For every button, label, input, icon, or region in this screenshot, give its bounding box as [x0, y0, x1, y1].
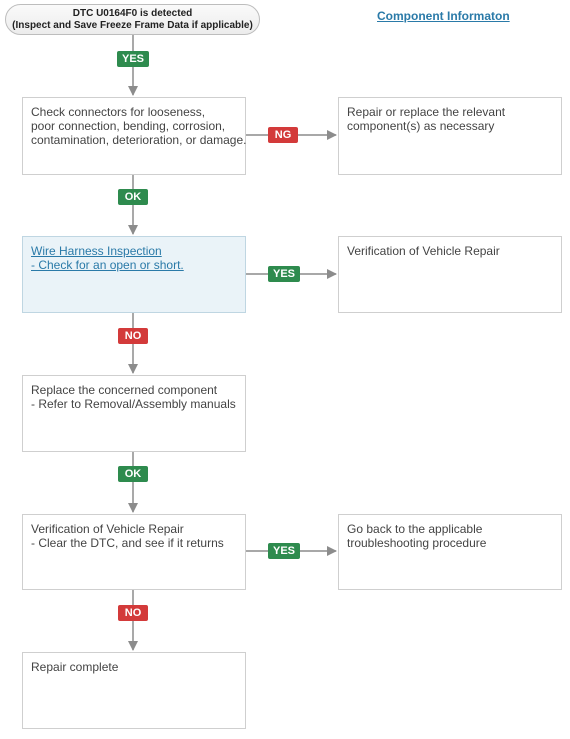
step-text: troubleshooting procedure — [347, 536, 487, 550]
badge-yes-harness: YES — [268, 266, 300, 282]
start-line-2: (Inspect and Save Freeze Frame Data if applicable) — [12, 20, 253, 31]
step-check-connectors — [22, 97, 246, 175]
step-text: Verification of Vehicle Repair — [31, 522, 184, 536]
badge-yes-start: YES — [117, 51, 149, 67]
wire-harness-check-link[interactable]: - Check for an open or short. — [31, 258, 184, 272]
badge-ok-replace: OK — [118, 466, 148, 482]
badge-ng-connectors: NG — [268, 127, 298, 143]
start-dtc-detected — [5, 4, 260, 35]
wire-harness-link[interactable]: Wire Harness Inspection — [31, 244, 162, 258]
step-text: contamination, deterioration, or damage. — [31, 133, 247, 147]
component-information-link[interactable]: Component Informaton — [377, 9, 510, 23]
badge-no-verification: NO — [118, 605, 148, 621]
step-text: Repair complete — [31, 660, 119, 674]
step-verification-of-vehicle-repair — [338, 236, 562, 313]
step-go-back — [338, 514, 562, 590]
step-text: - Clear the DTC, and see if it returns — [31, 536, 224, 550]
step-repair-or-replace — [338, 97, 562, 175]
step-text: Verification of Vehicle Repair — [347, 244, 500, 258]
step-verification-clear-dtc — [22, 514, 246, 590]
badge-yes-verification: YES — [268, 543, 300, 559]
badge-ok-connectors: OK — [118, 189, 148, 205]
step-text: poor connection, bending, corrosion, — [31, 119, 226, 133]
badge-no-harness: NO — [118, 328, 148, 344]
step-text: component(s) as necessary — [347, 119, 495, 133]
start-line-1: DTC U0164F0 is detected — [72, 8, 193, 19]
step-text: Go back to the applicable — [347, 522, 483, 536]
step-wire-harness-inspection — [22, 236, 246, 313]
step-repair-complete — [22, 652, 246, 729]
step-replace-component — [22, 375, 246, 452]
step-text: Replace the concerned component — [31, 383, 218, 397]
step-text: - Refer to Removal/Assembly manuals — [31, 397, 236, 411]
step-text: Check connectors for looseness, — [31, 105, 206, 119]
step-text: Repair or replace the relevant — [347, 105, 506, 119]
